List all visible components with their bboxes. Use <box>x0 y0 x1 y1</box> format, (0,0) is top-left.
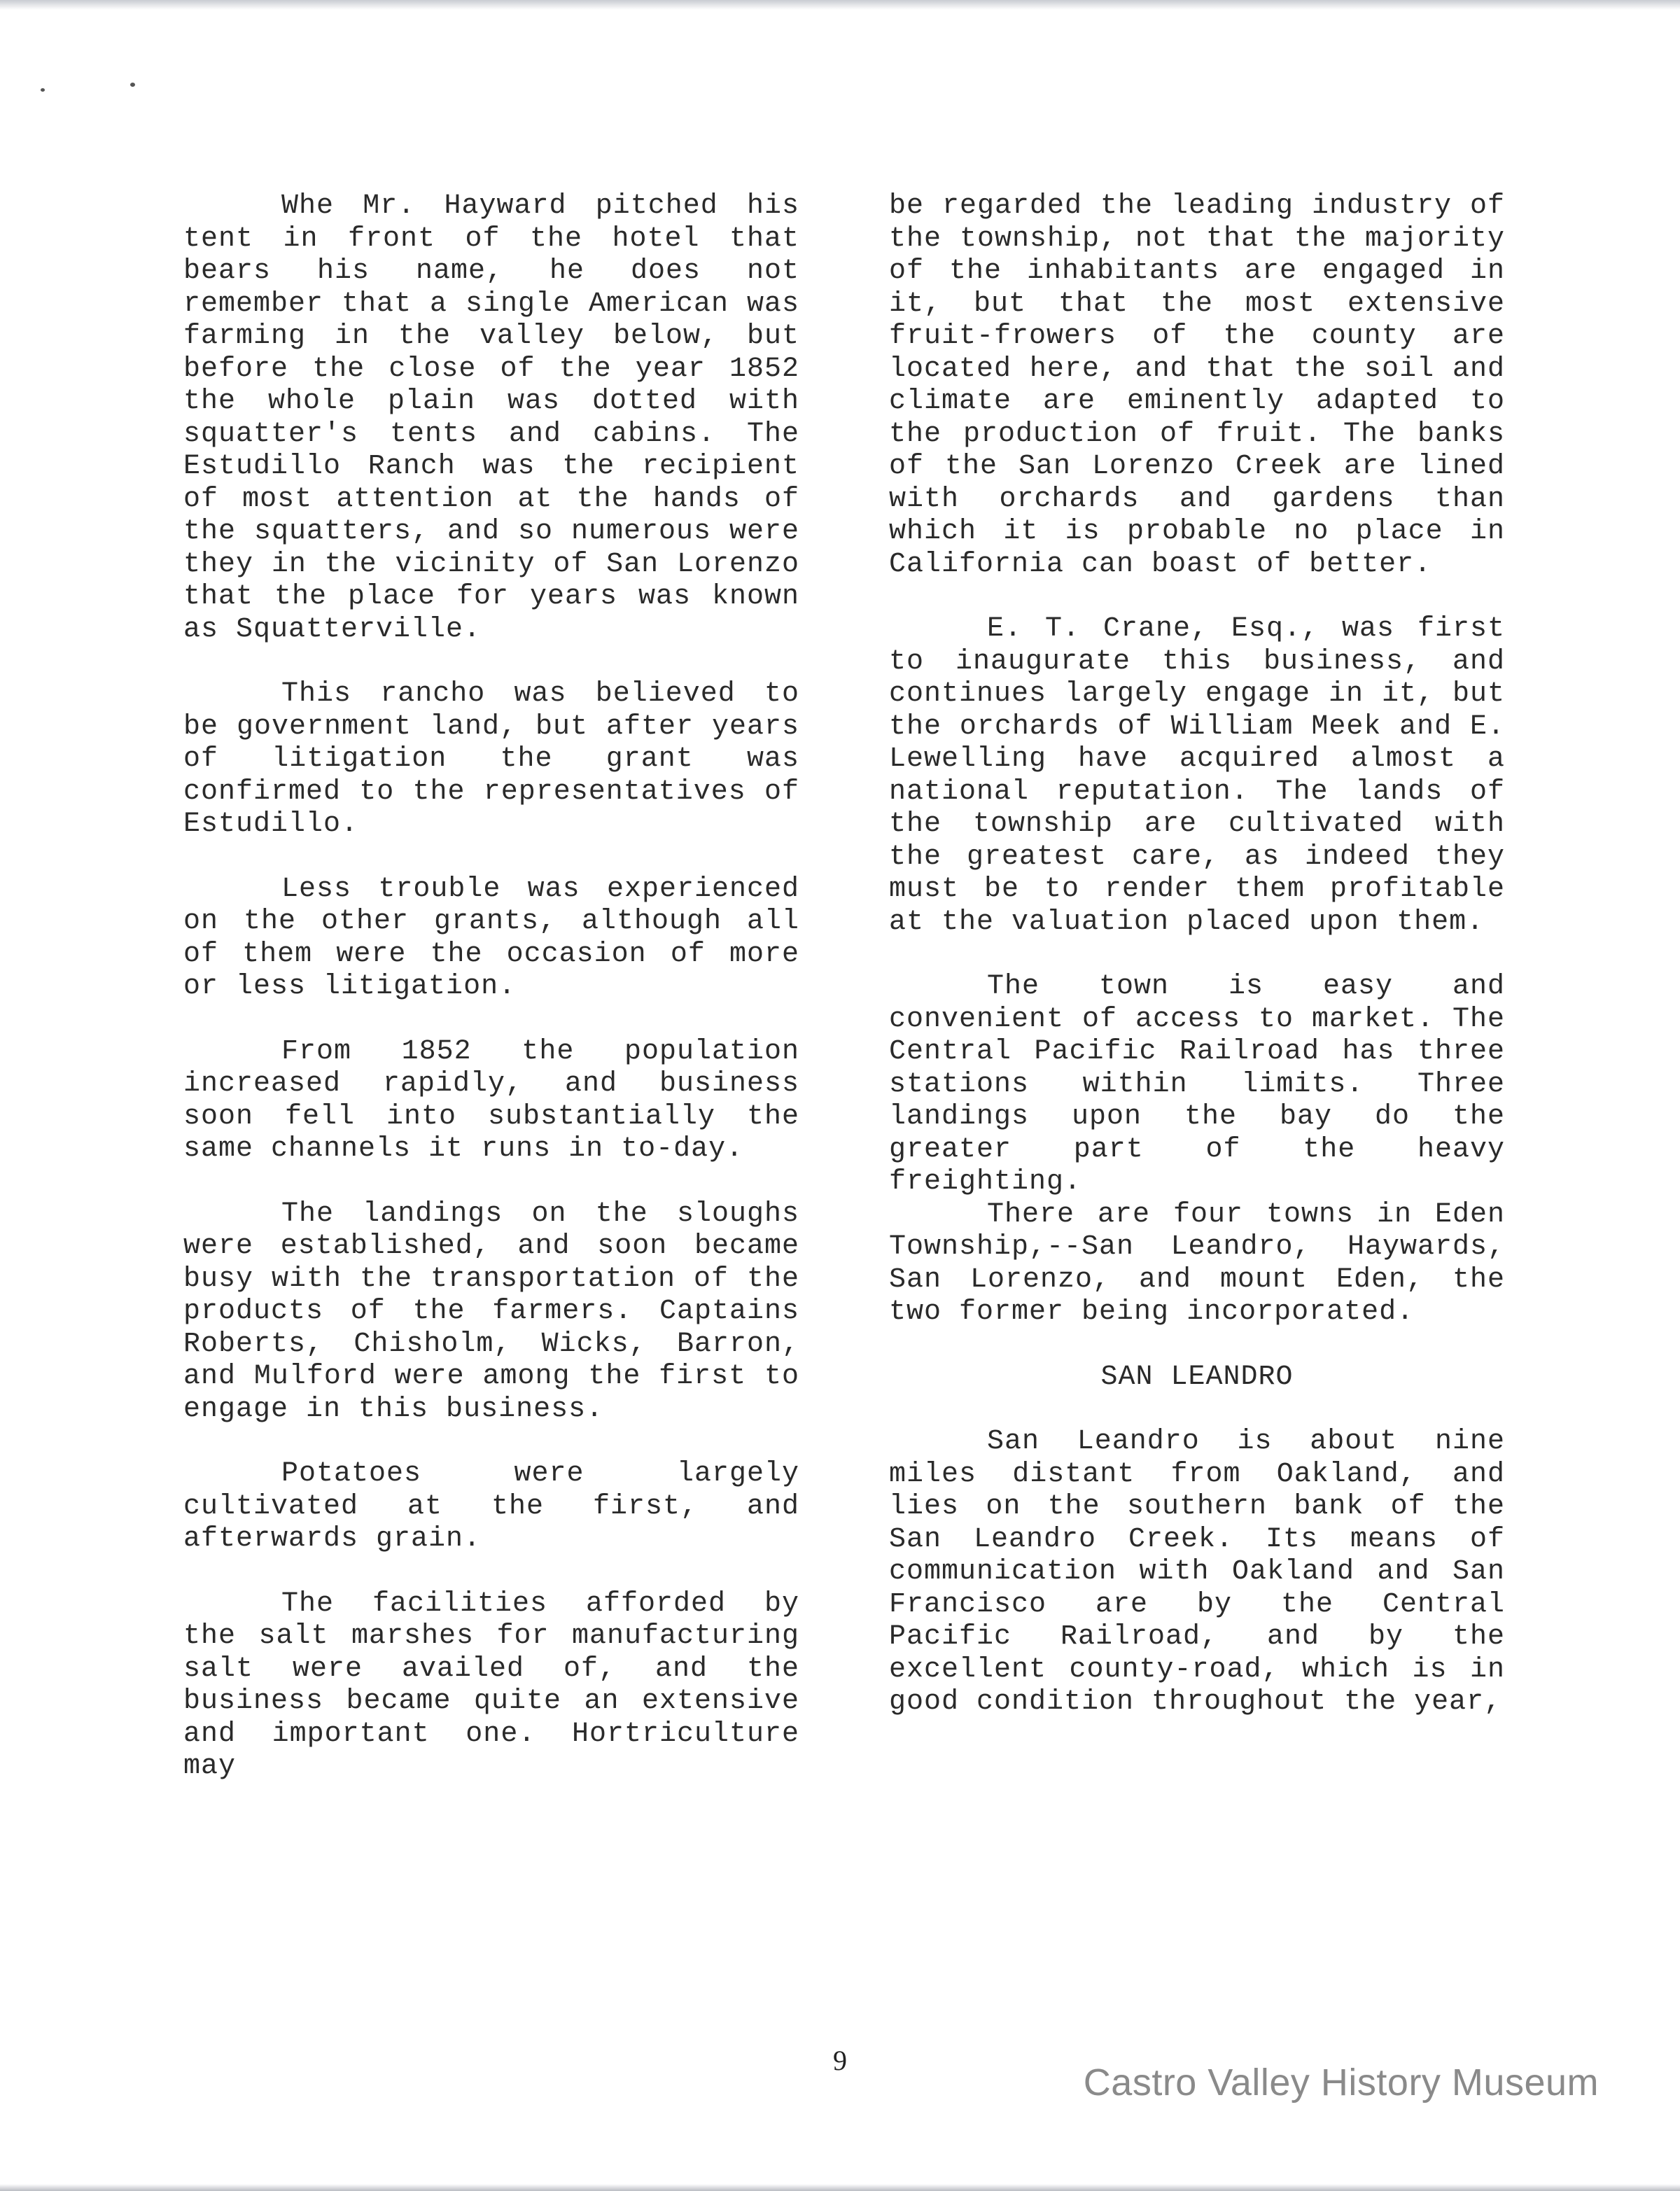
paragraph: E. T. Crane, Esq., was first to inaugurate this business, and continues largely engage in it, but the orchards of William Meek and E. Lewelling have acquired almost a national reputation. The lands of the township are cultivated with the greatest care, as indeed they must be to render them profitable at the valuation placed upon them. <box>889 613 1505 938</box>
scan-speck <box>41 88 45 92</box>
paragraph: From 1852 the population increased rapidly, and business soon fell into substantially the same channels it runs in to-day. <box>183 1035 799 1165</box>
scan-speck <box>130 83 135 87</box>
paragraph: San Leandro is about nine miles distant from Oakland, and lies on the southern bank of the San Leandro Creek. Its means of communication with Oakland and San Francisco are by the Central Pacific Railroad, and by the excellent county-road, which is in good condition throughout the year, <box>889 1426 1505 1718</box>
paragraph-continued: be regarded the leading industry of the township, not that the majority of the inhabitants are engaged in it, but that the most extensive fruit-frowers of the county are located here, and that the soil and climate are eminently adapted to the production of fruit. The banks of the San Lorenzo Creek are lined with orchards and gardens than which it is probable no place in California can boast of better. <box>889 190 1505 580</box>
paragraph: Whe Mr. Hayward pitched his tent in front of the hotel that bears his name, he does not remember that a single American was farming in the valley below, but before the close of the year 1852 the whole plain was dotted with squatter's tents and cabins. The Estudillo Ranch was the recipient of most attention at the hands of the squatters, and so numerous were they in the vicinity of San Lorenzo that the place for years was known as Squatterville. <box>183 190 799 645</box>
scan-top-edge <box>0 0 1680 10</box>
scan-bottom-edge <box>0 2184 1680 2191</box>
left-column <box>183 190 799 1816</box>
right-column <box>889 190 1505 1751</box>
watermark: Castro Valley History Museum <box>1083 2062 1599 2104</box>
paragraph: There are four towns in Eden Township,--San Leandro, Haywards, San Lorenzo, and mount Eden, the two former being incorporated. <box>889 1198 1505 1328</box>
paragraph: Potatoes were largely cultivated at the first, and afterwards grain. <box>183 1458 799 1555</box>
paragraph: The facilities afforded by the salt marshes for manufacturing salt were availed of, and the business became quite an extensive and important one. Hortriculture may <box>183 1588 799 1782</box>
paragraph: Less trouble was experienced on the other grants, although all of them were the occasion of more or less litigation. <box>183 873 799 1002</box>
section-heading: SAN LEANDRO <box>1100 1361 1294 1393</box>
paragraph: The town is easy and convenient of access to market. The Central Pacific Railroad has three stations within limits. Three landings upon the bay do the greater part of the heavy freighting. <box>889 971 1505 1198</box>
page-number: 9 <box>833 2045 847 2076</box>
paragraph: The landings on the sloughs were established, and soon became busy with the transportation of the products of the farmers. Captains Roberts, Chisholm, Wicks, Barron, and Mulford were among the first to engage in this business. <box>183 1198 799 1425</box>
paragraph: This rancho was believed to be government land, but after years of litigation the grant was confirmed to the representatives of Estudillo. <box>183 678 799 840</box>
